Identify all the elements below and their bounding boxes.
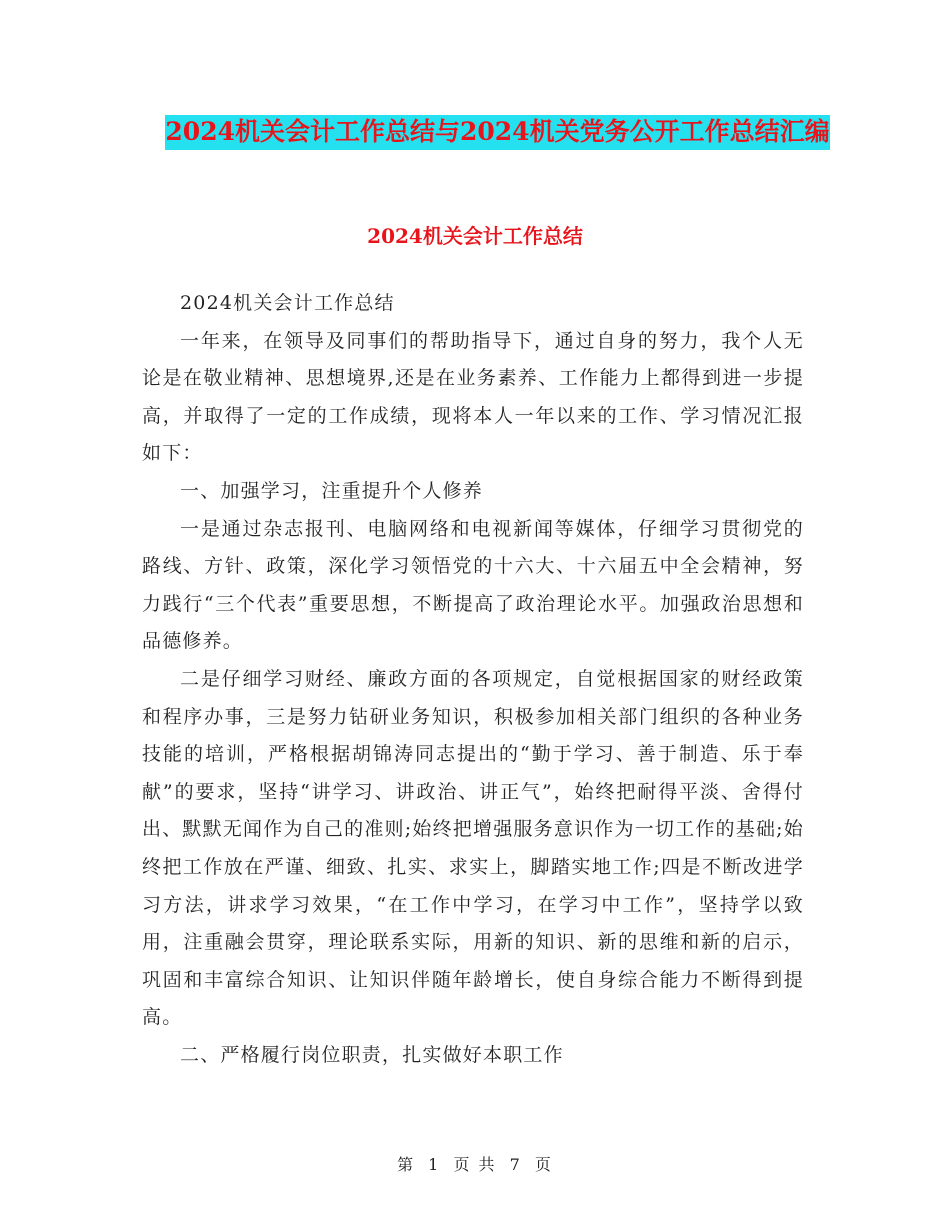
- section-title: 2024机关会计工作总结: [367, 224, 583, 248]
- footer-mid: 页 共: [453, 1155, 497, 1174]
- footer-suffix: 页: [534, 1155, 553, 1174]
- footer-current-page: 1: [428, 1155, 441, 1174]
- document-title: [140, 108, 855, 155]
- paragraph-intro: 一年来，在领导及同事们的帮助指导下，通过自身的努力，我个人无论是在敬业精神、思想境界,还是在业务素养、工作能力上都得到进一步提高，并取得了一定的工作成绩，现将本人一年以来的工作、学习情况汇报如下：: [142, 329, 804, 465]
- document-body: [142, 285, 804, 1074]
- document-title-text: 2024机关会计工作总结与2024机关党务公开工作总结汇编: [165, 115, 829, 150]
- paragraph-section-2-heading: 二、严格履行岗位职责，扎实做好本职工作: [180, 1043, 564, 1066]
- footer-prefix: 第: [397, 1155, 416, 1174]
- paragraph-section-1-point-2: 二是仔细学习财经、廉政方面的各项规定，自觉根据国家的财经政策和程序办事，三是努力钻研业务知识，积极参加相关部门组织的各种业务技能的培训，严格根据胡锦涛同志提出的“勤于学习、善于制造、乐于奉献”的要求，坚持“讲学习、讲政治、讲正气”，始终把耐得平淡、舍得付出、默默无闻作为自己的准则;始终把增强服务意识作为一切工作的基础;始终把工作放在严谨、细致、扎实、求实上，脚踏实地工作;四是不断改进学习方法，讲求学习效果，“在工作中学习，在学习中工作”，坚持学以致用，注重融会贯穿，理论联系实际，用新的知识、新的思维和新的启示，巩固和丰富综合知识、让知识伴随年龄增长，使自身综合能力不断得到提高。: [142, 667, 804, 1029]
- footer-total-pages: 7: [509, 1155, 522, 1174]
- paragraph-heading: 2024机关会计工作总结: [180, 292, 395, 314]
- paragraph-section-1-point-1: 一是通过杂志报刊、电脑网络和电视新闻等媒体，仔细学习贯彻党的路线、方针、政策，深化学习领悟党的十六大、十六届五中全会精神，努力践行“三个代表”重要思想，不断提高了政治理论水平。加强政治思想和品德修养。: [142, 517, 804, 653]
- page-footer: [0, 1154, 950, 1176]
- paragraph-section-1-heading: 一、加强学习，注重提升个人修养: [180, 479, 484, 502]
